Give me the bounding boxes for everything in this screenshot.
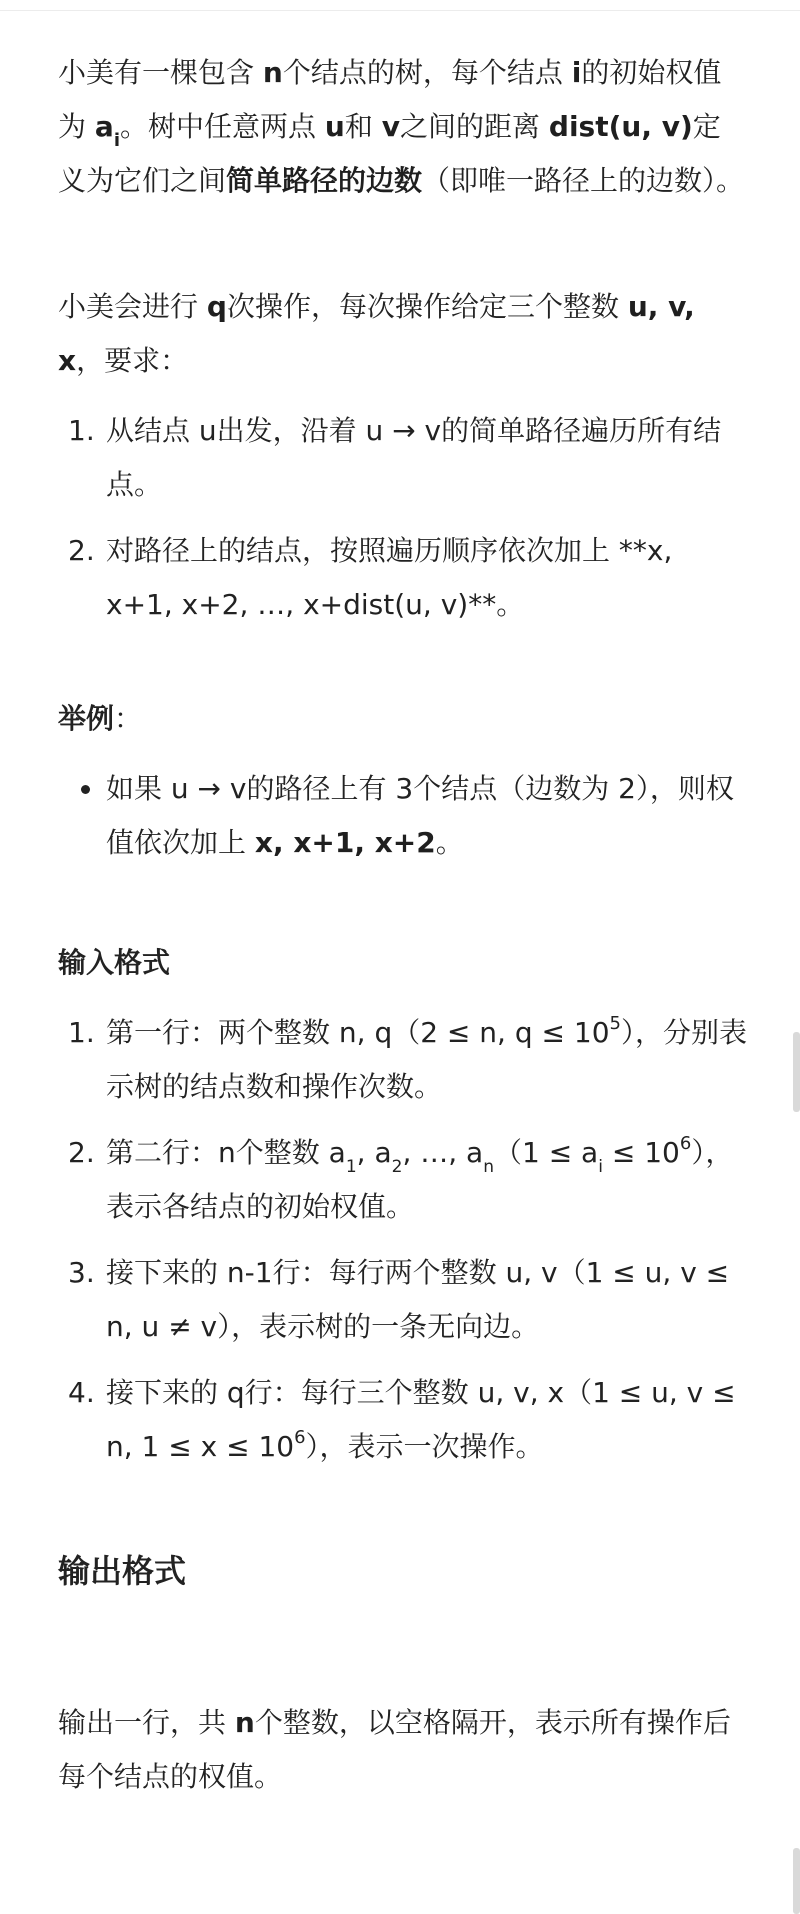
subscript: 2 <box>391 1156 403 1177</box>
var-uvx: u, v, x <box>58 290 695 377</box>
list-item <box>58 404 748 512</box>
ops-intro-text: 小美会进行 <box>58 290 207 323</box>
input-line-text: 第一行：两个整数 n, q（2 ≤ n, q ≤ 10 <box>106 1016 610 1049</box>
list-item <box>58 524 748 632</box>
var-a-i <box>94 110 120 151</box>
intro-text: 和 <box>344 110 382 143</box>
input-line-text: 第二行：n个整数 a <box>106 1136 346 1169</box>
input-format-list <box>58 1006 748 1474</box>
problem-statement <box>58 46 748 1804</box>
list-item <box>58 762 748 870</box>
input-line-text: （1 ≤ a <box>493 1136 599 1169</box>
var-a: a <box>94 110 114 143</box>
intro-text: （即唯一路径上的边数）。 <box>422 164 745 197</box>
var-v: v <box>381 110 400 143</box>
list-marker: 4. <box>68 1376 95 1409</box>
list-marker: 1. <box>68 1016 95 1049</box>
example-heading <box>58 692 748 746</box>
list-item-text: 对路径上的结点，按照遍历顺序依次加上 **x, x+1, x+2, …, x+dist(u, v)**。 <box>106 534 673 621</box>
scrollbar-thumb[interactable] <box>793 1032 800 1112</box>
emphasis-simple-path-edges: 简单路径的边数 <box>226 164 423 197</box>
ops-intro-text: 次操作，每次操作给定三个整数 <box>226 290 628 323</box>
list-marker: 1. <box>68 414 95 447</box>
example-list <box>58 762 748 870</box>
input-line-text: , …, a <box>402 1136 484 1169</box>
input-format-heading: 输入格式 <box>58 946 171 979</box>
subscript: i <box>598 1156 603 1177</box>
output-paragraph <box>58 1696 748 1804</box>
input-line-text: ≤ 10 <box>602 1136 680 1169</box>
intro-paragraph <box>58 46 748 208</box>
input-line-text: ），分别表示树的结点数和操作次数。 <box>106 1016 747 1103</box>
intro-text: 个结点的树，每个结点 <box>282 56 572 89</box>
input-line-text: ），表示各结点的初始权值。 <box>106 1136 734 1223</box>
subscript: 1 <box>345 1156 357 1177</box>
ops-intro-text: ，要求： <box>76 344 189 377</box>
var-i: i <box>571 56 582 89</box>
example-bold-values: x, x+1, x+2 <box>254 826 436 859</box>
superscript: 6 <box>294 1426 306 1448</box>
superscript: 6 <box>679 1132 692 1154</box>
list-item <box>58 1126 748 1234</box>
input-line-text: 接下来的 n-1行：每行两个整数 u, v（1 ≤ u, v ≤ n, u ≠ v），表示树的一条无向边。 <box>106 1256 730 1343</box>
intro-text: 。树中任意两点 <box>119 110 325 143</box>
example-text: 如果 u → v的路径上有 3个结点（边数为 2），则权值依次加上 <box>106 772 734 859</box>
list-item <box>58 1006 748 1114</box>
var-q: q <box>206 290 227 323</box>
list-marker: 2. <box>68 1136 95 1169</box>
operations-intro <box>58 280 748 388</box>
list-marker: 2. <box>68 534 95 567</box>
var-u: u <box>324 110 345 143</box>
list-marker: 3. <box>68 1256 95 1289</box>
example-title: 举例 <box>58 702 115 735</box>
superscript: 5 <box>609 1012 621 1034</box>
example-colon: ： <box>114 702 143 735</box>
top-divider <box>0 10 800 11</box>
list-item <box>58 1366 748 1474</box>
input-line-text: 接下来的 q行：每行三个整数 u, v, x（1 ≤ u, v ≤ n, 1 ≤ x ≤ 10 <box>106 1376 736 1463</box>
output-text: 个整数，以空格隔开，表示所有操作后每个结点的权值。 <box>58 1706 731 1793</box>
bullet-icon <box>81 785 90 794</box>
output-text: 输出一行，共 <box>58 1706 235 1739</box>
intro-text: 之间的距离 <box>400 110 549 143</box>
subscript: n <box>483 1156 494 1177</box>
var-dist: dist(u, v) <box>548 110 693 143</box>
var-n: n <box>262 56 283 89</box>
intro-text: 定义为它们之间 <box>58 110 721 197</box>
input-line-text: , a <box>356 1136 392 1169</box>
intro-text: 的初始权值为 <box>58 56 722 143</box>
scrollbar-thumb-lower[interactable] <box>793 1848 800 1914</box>
input-line-text: ），表示一次操作。 <box>305 1430 544 1463</box>
var-a-subscript: i <box>113 129 120 151</box>
list-item-text: 从结点 u出发，沿着 u → v的简单路径遍历所有结点。 <box>106 414 722 501</box>
output-format-heading: 输出格式 <box>58 1552 187 1590</box>
example-text: 。 <box>435 826 464 859</box>
var-n: n <box>234 1706 255 1739</box>
operations-list <box>58 404 748 632</box>
intro-text: 小美有一棵包含 <box>58 56 263 89</box>
list-item <box>58 1246 748 1354</box>
